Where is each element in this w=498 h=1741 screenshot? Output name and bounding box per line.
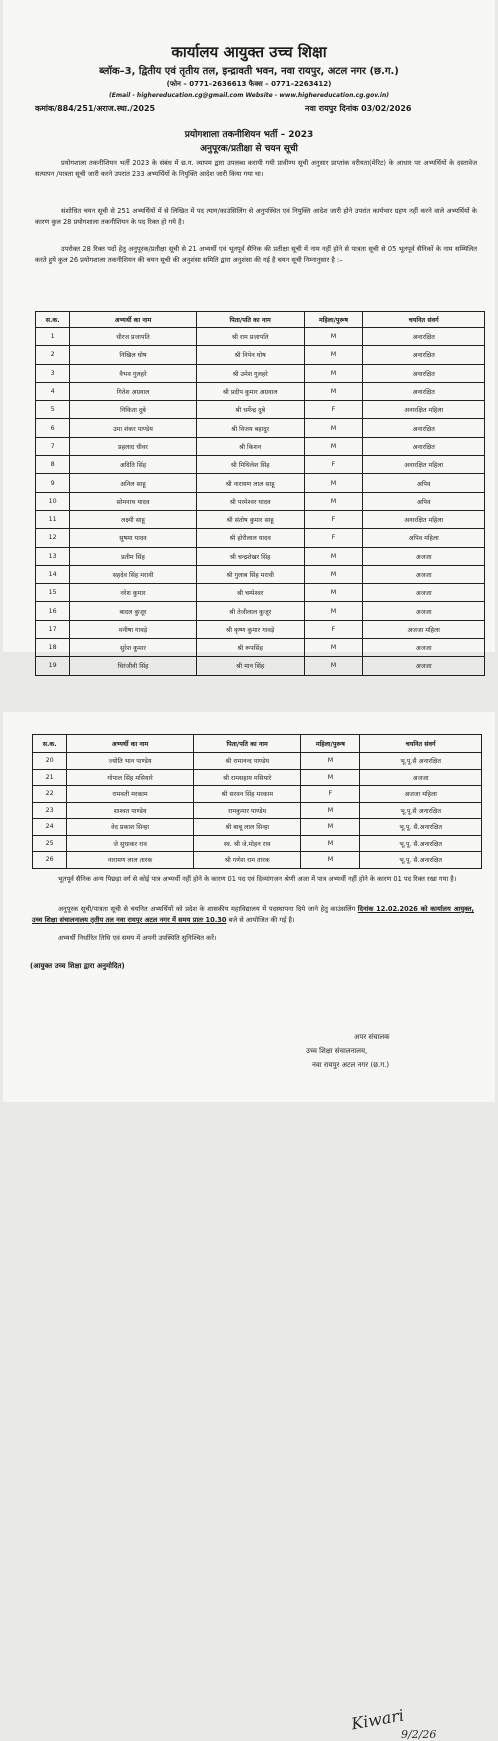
row-category: अपिव महिला — [363, 529, 485, 547]
reference-date: नवा रायपुर दिनांक 03/02/2026 — [305, 104, 412, 113]
counselling-date-venue: दिनांक 12.02.2026 को कार्यालय आयुक्त, उच्च शिक्षा संचालनालय तृतीय तल नवा रायपुर अटल नगर में समय प्रातः 10.30 — [32, 905, 474, 925]
row-sn: 4 — [36, 382, 70, 400]
table-row — [36, 456, 485, 474]
row-gender: M — [304, 565, 363, 583]
table-row — [36, 510, 485, 528]
row-sn: 21 — [33, 769, 67, 786]
row-father-name: श्री रामसहाय मसियारे — [193, 769, 301, 786]
row-candidate-name: अदिति सिंह — [70, 456, 196, 474]
table-row — [36, 474, 485, 492]
row-sn: 24 — [33, 819, 67, 836]
row-father-name: श्री किशन — [196, 437, 304, 455]
row-sn: 11 — [36, 510, 70, 528]
table-row — [36, 419, 485, 437]
row-candidate-name: लक्ष्मी साहू — [70, 510, 196, 528]
row-candidate-name: नारायण लाल तारक — [67, 852, 194, 869]
row-candidate-name: वेद प्रकाश सिन्हा — [67, 819, 194, 836]
row-category: अपिव — [363, 492, 485, 510]
paragraph-1: प्रयोगशाला तकनीशियन भर्ती 2023 के संबंध में छ.ग. व्यापम द्वारा उपलब्ध करायी गयी प्रावीण्य सूची अनुसार प्राप्तांक वरीयता(मेरिट) के आधार पर अभ्यर्थियों के दस्तावेज सत्यापन /पात्रता सूची जारी करने उपरांत 233 अभ्यर्थियों के नियुक्ति आदेश जारी किया गया था। — [35, 159, 477, 179]
row-sn: 15 — [36, 584, 70, 602]
signatory-designation: अपर संचालक — [354, 1033, 390, 1041]
row-candidate-name: प्रतीम सिंह — [70, 547, 196, 565]
counselling-outro: बजे से आयोजित की गई है। — [226, 916, 295, 925]
row-father-name: श्री प्रदीप कुमार अग्रवाल — [196, 382, 304, 400]
row-category: भू.पू.सै अनारक्षित — [360, 753, 482, 770]
row-sn: 6 — [36, 419, 70, 437]
row-candidate-name: मनीषा गावड़े — [70, 620, 196, 638]
signatory-place: नवा रायपुर अटल नगर (छ.ग.) — [312, 1061, 390, 1069]
row-candidate-name: निकिता दुबे — [70, 401, 196, 419]
row-category: अजजा — [363, 565, 485, 583]
row-sn: 20 — [33, 753, 67, 770]
row-category: अजजा — [363, 657, 485, 675]
selection-table-page-2 — [32, 734, 482, 869]
row-sn: 16 — [36, 602, 70, 620]
table-row — [36, 401, 485, 419]
row-father-name: श्री रामानन्द पाण्डेय — [193, 753, 301, 770]
footer-paragraph-3: अभ्यर्थी निर्धारित तिथि एवं समय में अपनी उपस्थिति सुनिश्चित करें। — [58, 934, 217, 942]
row-category: अनारक्षित महिला — [363, 510, 485, 528]
header-name: अभ्यर्थी का नाम — [67, 735, 194, 753]
row-gender: F — [304, 510, 363, 528]
reference-number: कमांक/884/251/अराज.स्था./2025 — [35, 104, 156, 113]
row-sn: 17 — [36, 620, 70, 638]
row-gender: M — [304, 382, 363, 400]
row-candidate-name: गोपाल सिंह मसियारे — [67, 769, 194, 786]
row-sn: 13 — [36, 547, 70, 565]
row-sn: 10 — [36, 492, 70, 510]
row-candidate-name: वैभव गुलहरे — [70, 364, 196, 382]
row-sn: 8 — [36, 456, 70, 474]
row-gender: M — [304, 547, 363, 565]
row-father-name: श्री मिथिलेश सिंह — [196, 456, 304, 474]
row-father-name: श्री राम प्रजापति — [196, 328, 304, 346]
row-gender: F — [301, 786, 360, 803]
row-category: अजजा महिला — [363, 620, 485, 638]
row-sn: 1 — [36, 328, 70, 346]
paragraph-3: उपरोक्त 28 रिक्त पदों हेतु अनुपूरक/प्रतीक्षा सूची से 21 अभ्यर्थी एवं भूतपूर्व सैनिक की प्रतीक्षा सूची में नाम नहीं होने से पात्रता सूची से 05 भूतपूर्व सैनिकों के नाम सम्मिलित करते हुये कुल 26 प्रयोगशाला तकनीशियन की चयन सूची की अनुशंसा समिति द्वारा अनुशंसा की गई है चयन सूची निम्नानुसार है :– — [35, 245, 477, 265]
office-title: कार्यालय आयुक्त उच्च शिक्षा — [171, 43, 327, 61]
row-gender: M — [304, 437, 363, 455]
row-father-name: श्री गुलाब सिंह मरावी — [196, 565, 304, 583]
table-row — [36, 584, 485, 602]
header-category: चयनित संवर्ग — [360, 735, 482, 753]
row-sn: 14 — [36, 565, 70, 583]
row-father-name: श्री सरवन सिंह मरकाम — [193, 786, 301, 803]
row-sn: 12 — [36, 529, 70, 547]
table-row — [33, 769, 482, 786]
footer-paragraph-2 — [32, 904, 474, 926]
office-email: (Email - highereducation.cg@gmail.com Website - www.highereducation.cg.gov.in) — [109, 92, 389, 99]
row-gender: M — [304, 364, 363, 382]
row-candidate-name: धीरज प्रजापति — [70, 328, 196, 346]
row-gender: F — [304, 529, 363, 547]
row-sn: 5 — [36, 401, 70, 419]
row-category: अनारक्षित — [363, 364, 485, 382]
row-candidate-name: बादल कुजूर — [70, 602, 196, 620]
row-gender: M — [301, 819, 360, 836]
row-father-name: श्री कृष्ण कुमार गावड़े — [196, 620, 304, 638]
row-gender: M — [304, 346, 363, 364]
subject-line-2: अनुपूरक/प्रतीक्षा से चयन सूची — [200, 144, 298, 154]
row-gender: F — [304, 456, 363, 474]
header-sn: स.क. — [33, 735, 67, 753]
header-name: अभ्यर्थी का नाम — [70, 312, 196, 328]
row-sn: 2 — [36, 346, 70, 364]
row-sn: 9 — [36, 474, 70, 492]
row-father-name: श्री तेजीलाल कुजूर — [196, 602, 304, 620]
row-father-name: श्री मान सिंह — [196, 657, 304, 675]
row-candidate-name: रामवती मरकाम — [67, 786, 194, 803]
table-row — [33, 852, 482, 869]
row-category: अनारक्षित — [363, 419, 485, 437]
table-row — [36, 328, 485, 346]
row-category: भू.पू. सै.अनारक्षित — [360, 819, 482, 836]
row-gender: M — [301, 769, 360, 786]
row-candidate-name: सहदेव सिंह मरावी — [70, 565, 196, 583]
table-row — [36, 437, 485, 455]
row-candidate-name: निखिल घोष — [70, 346, 196, 364]
row-father-name: श्री बाबू लाल सिन्हा — [193, 819, 301, 836]
document-page-1 — [3, 0, 495, 671]
row-sn: 7 — [36, 437, 70, 455]
row-father-name: श्री रूपसिंह — [196, 639, 304, 657]
row-father-name: श्री चम्पेश्वर — [196, 584, 304, 602]
table-row — [36, 364, 485, 382]
row-candidate-name: ज्योति भान पाण्डेय — [67, 753, 194, 770]
row-category: अजजा — [363, 584, 485, 602]
table-row — [36, 382, 485, 400]
row-candidate-name: शाश्वत पाण्डेय — [67, 802, 194, 819]
row-father-name: श्री नारायण लाल साहू — [196, 474, 304, 492]
row-candidate-name: प्रहलाद धीवर — [70, 437, 196, 455]
row-category: अपिव — [363, 474, 485, 492]
row-father-name: श्री होरीलाल यादव — [196, 529, 304, 547]
row-gender: M — [304, 639, 363, 657]
row-gender: M — [301, 852, 360, 869]
row-gender: M — [304, 328, 363, 346]
selection-table-page-1 — [35, 311, 485, 676]
row-sn: 26 — [33, 852, 67, 869]
row-candidate-name: नरेश कुमार — [70, 584, 196, 602]
table-row — [33, 819, 482, 836]
table-row — [36, 602, 485, 620]
table-row — [36, 657, 485, 675]
table-row — [36, 529, 485, 547]
row-father-name: श्री गणेश राम तारक — [193, 852, 301, 869]
table-row — [36, 620, 485, 638]
row-candidate-name: सुषमा यादव — [70, 529, 196, 547]
table-row — [33, 802, 482, 819]
approval-note: (आयुक्त उच्च शिक्षा द्वारा अनुमोदित) — [30, 962, 125, 970]
row-category: अनारक्षित — [363, 382, 485, 400]
row-sn: 18 — [36, 639, 70, 657]
row-category: अनारक्षित महिला — [363, 456, 485, 474]
table-row — [33, 835, 482, 852]
table-row — [33, 753, 482, 770]
row-category: अनारक्षित — [363, 437, 485, 455]
row-candidate-name: चिरंजीवी सिंह — [70, 657, 196, 675]
table-header-row — [33, 735, 482, 753]
row-gender: M — [304, 492, 363, 510]
row-candidate-name: जे सुधाकर राव — [67, 835, 194, 852]
table-row — [36, 565, 485, 583]
row-gender: F — [304, 401, 363, 419]
row-gender: M — [301, 835, 360, 852]
handwritten-signature: Kiwari — [349, 1705, 406, 1734]
row-father-name: श्री चन्द्रशेखर सिंह — [196, 547, 304, 565]
table-row — [33, 786, 482, 803]
row-candidate-name: सुरेश कुमार — [70, 639, 196, 657]
signatory-office: उच्च शिक्षा संचालनालय, — [306, 1047, 368, 1055]
table-row — [36, 639, 485, 657]
row-gender: M — [304, 419, 363, 437]
row-gender: M — [301, 802, 360, 819]
row-sn: 3 — [36, 364, 70, 382]
row-sn: 25 — [33, 835, 67, 852]
row-gender: M — [304, 474, 363, 492]
row-candidate-name: अनिल साहू — [70, 474, 196, 492]
counselling-intro: अनुपूरक सूची/पात्रता सूची से चयनित अभ्यर्थियों को प्रदेश के शासकीय महाविद्यालय में पदस्थापना दिये जाने हेतु काउंसलिंग — [58, 905, 358, 913]
row-father-name: श्री संतोष कुमार साहू — [196, 510, 304, 528]
header-gender: महिला/पुरूष — [304, 312, 363, 328]
footer-paragraph-1: भूतपूर्व सैनिक अन्य पिछड़ा वर्ग से कोई पात्र अभ्यर्थी नहीं होने के कारण 01 पद एवं दिव्यांगजन श्रेणी अजा में पात्र अभ्यर्थी नहीं होने के कारण 01 पद रिक्त रखा गया है। — [58, 875, 457, 883]
row-category: भू.पू.सै अनारक्षित — [360, 802, 482, 819]
row-father-name: स्व. श्री जे.मोहन राव — [193, 835, 301, 852]
office-address: ब्लॉक–3, द्वितीय एवं तृतीय तल, इन्द्रावती भवन, नवा रायपुर, अटल नगर (छ.ग.) — [99, 66, 399, 77]
row-gender: M — [304, 657, 363, 675]
row-candidate-name: सोमनाथ यादव — [70, 492, 196, 510]
row-category: भू.पू. सै.अनारक्षित — [360, 835, 482, 852]
row-gender: M — [301, 753, 360, 770]
row-category: अजजा — [363, 547, 485, 565]
row-category: अनारक्षित — [363, 328, 485, 346]
header-category: चयनित संवर्ग — [363, 312, 485, 328]
header-sn: स.क. — [36, 312, 70, 328]
row-category: भू.पू. सै.अनारक्षित — [360, 852, 482, 869]
row-gender: M — [304, 602, 363, 620]
row-gender: F — [304, 620, 363, 638]
table-row — [36, 547, 485, 565]
header-gender: महिला/पुरूष — [301, 735, 360, 753]
row-candidate-name: गितेश अग्रवाल — [70, 382, 196, 400]
row-sn: 22 — [33, 786, 67, 803]
row-father-name: श्री विजय बहादुर — [196, 419, 304, 437]
row-gender: M — [304, 584, 363, 602]
paragraph-2: संशोधित चयन सूची से 251 अभ्यर्थियों में से लिखित में पद त्याग/काउंसिलिंग से अनुपस्थित एवं नियुक्ति आदेश जारी होने उपरांत कार्यभार ग्रहण नहीं करने वाले अभ्यर्थियों के कारण कुल 28 प्रयोगशाला तकनीशियन के पद रिक्त हो गये है। — [35, 207, 477, 227]
row-father-name: रामकुमार पाण्डेय — [193, 802, 301, 819]
row-category: अजजा — [360, 769, 482, 786]
table-row — [36, 492, 485, 510]
row-father-name: श्री परमेश्वर यादव — [196, 492, 304, 510]
row-category: अजजा महिला — [360, 786, 482, 803]
row-father-name: श्री निपेन घोष — [196, 346, 304, 364]
office-phone: (फोन – 0771–2636613 फैक्स – 0771–2263412) — [166, 80, 332, 88]
row-category: अनारक्षित महिला — [363, 401, 485, 419]
subject-line-1: प्रयोगशाला तकनीशियन भर्ती – 2023 — [184, 130, 314, 140]
row-father-name: श्री उमेश गुलहरे — [196, 364, 304, 382]
row-candidate-name: उमा शंकर पाण्डेय — [70, 419, 196, 437]
header-father: पिता/पति का नाम — [193, 735, 301, 753]
table-header-row — [36, 312, 485, 328]
row-sn: 23 — [33, 802, 67, 819]
row-sn: 19 — [36, 657, 70, 675]
table-row — [36, 346, 485, 364]
row-category: अजजा — [363, 639, 485, 657]
row-category: अजजा — [363, 602, 485, 620]
handwritten-date: 9/2/26 — [401, 1728, 437, 1741]
row-category: अनारक्षित — [363, 346, 485, 364]
row-father-name: श्री धर्मेन्द्र दुबे — [196, 401, 304, 419]
header-father: पिता/पति का नाम — [196, 312, 304, 328]
